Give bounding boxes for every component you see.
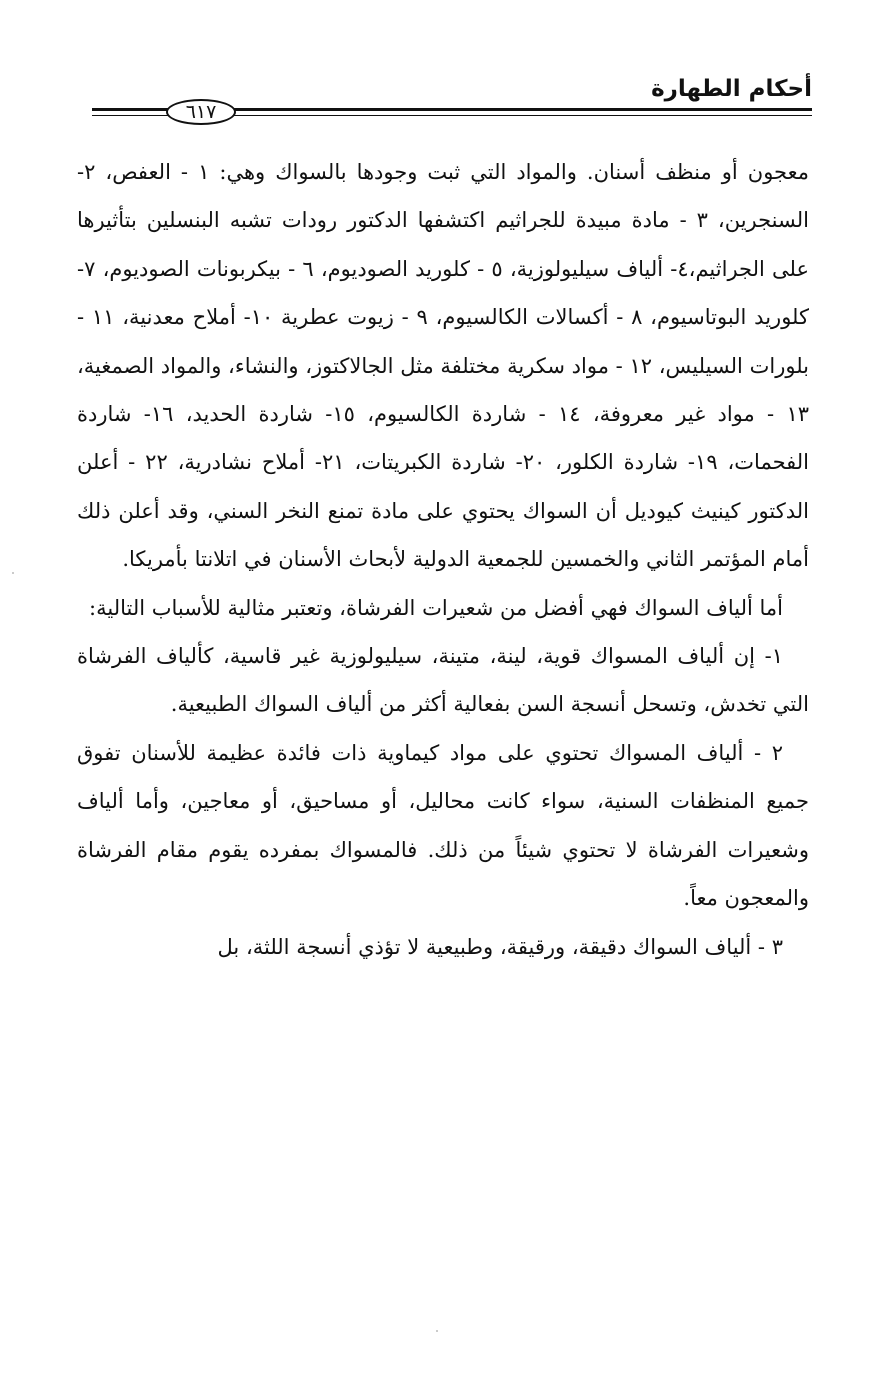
list-item-2: ٢ - ألياف المسواك تحتوي على مواد كيماوية ذات فائدة عظيمة للأسنان تفوق جميع المنظفات السنية، سواء كانت محاليل، أو مساحيق، أو معاجين، وأما ألياف وشعيرات الفرشاة لا تحتوي شيئاً من ذلك. فالمسواك بمفرده يقوم مقام الفرشاة والمعجون معاً. [77,740,809,911]
list-item-1: ١- إن ألياف المسواك قوية، لينة، متينة، سيليولوزية غير قاسية، كألياف الفرشاة التي تخدش، وتسحل أنسجة السن بفعالية أكثر من ألياف السواك الطبيعية. [77,644,809,717]
page-speck [12,572,14,574]
page-header [92,72,812,130]
paragraph-fibers-intro: أما ألياف السواك فهي أفضل من شعيرات الفرشاة، وتعتبر مثالية للأسباب التالية: [89,595,783,620]
header-rule-thick [230,108,812,111]
header-rule-thin [230,115,812,116]
body-text [77,148,809,971]
page-number: ٦١٧ [166,99,236,125]
paragraph-materials: معجون أو منظف أسنان. والمواد التي ثبت وجودها بالسواك وهي: ١ - العفص، ٢- السنجرين، ٣ - مادة مبيدة للجراثيم اكتشفها الدكتور رودات تشبه البنسلين بتأثيرها على الجراثيم،٤- ألياف سيليولوزية، ٥ - كلوريد الصوديوم، ٦ - بيكربونات الصوديوم، ٧-كلوريد البوتاسيوم، ٨ - أكسالات الكالسيوم، ٩ - زيوت عطرية ١٠- أملاح معدنية، ١١ - بلورات السيليس، ١٢ - مواد سكرية مختلفة مثل الجالاكتوز، والنشاء، والمواد الصمغية، ١٣ - مواد غير معروفة، ١٤ - شاردة الكالسيوم، ١٥- شاردة الحديد، ١٦- شاردة الفحمات، ١٩- شاردة الكلور، ٢٠- شاردة الكبريتات، ٢١- أملاح نشادرية، ٢٢ - أعلن الدكتور كينيث كيوديل أن السواك يحتوي على مادة تمنع النخر السني، وقد أعلن ذلك أمام المؤتمر الثاني والخمسين للجمعية الدولية لأبحاث الأسنان في اتلانتا بأمريكا. [77,160,809,572]
header-rule-left-thick [92,108,172,111]
running-title: أحكام الطهارة [651,76,812,102]
list-item-3: ٣ - ألياف السواك دقيقة، ورقيقة، وطبيعية لا تؤذي أنسجة اللثة، بل [217,934,783,959]
header-rule-left-thin [92,115,172,116]
page-speck [436,1330,438,1332]
